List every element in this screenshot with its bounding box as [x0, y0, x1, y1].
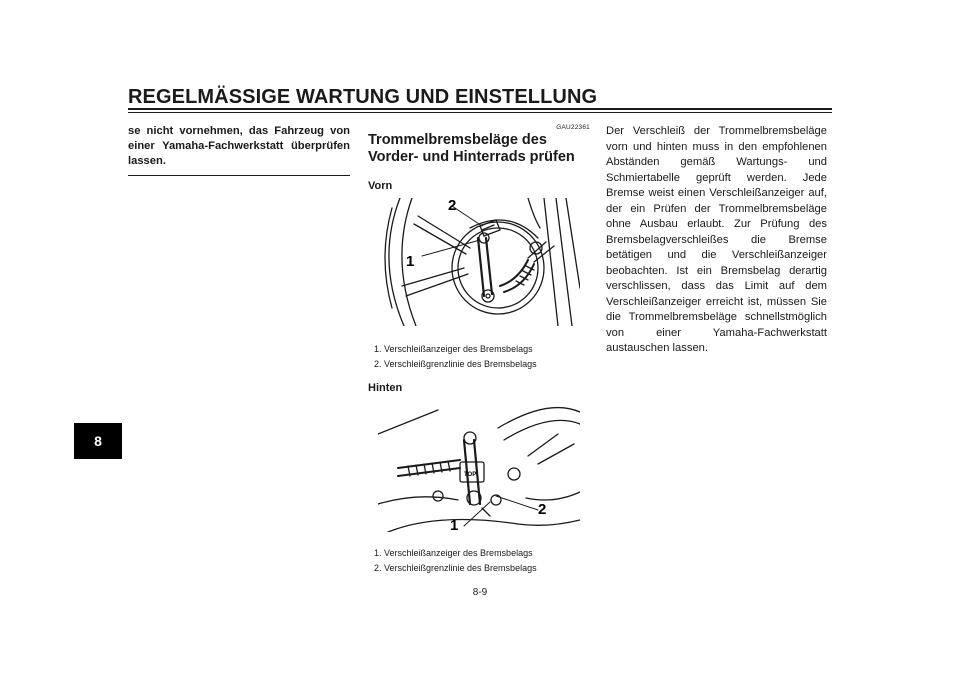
rear-callout-1: 1 — [450, 517, 459, 532]
rear-captions — [374, 546, 537, 576]
header-rule-thick — [128, 108, 832, 110]
column-middle — [368, 124, 590, 573]
front-callout-2: 2 — [448, 198, 457, 214]
section-code: GAU22361 — [556, 124, 590, 131]
front-callout-1: 1 — [406, 253, 415, 270]
front-caption-1: 1. Verschleißanzeiger des Bremsbelags — [374, 344, 533, 354]
front-brake-figure — [378, 198, 580, 326]
front-label: Vorn — [368, 180, 393, 192]
rear-brake-figure — [378, 404, 580, 532]
rear-caption-1: 1. Verschleißanzeiger des Bremsbelags — [374, 548, 533, 558]
header-rule-thin — [128, 112, 832, 113]
page-title: REGELMÄSSIGE WARTUNG UND EINSTELLUNG — [128, 86, 598, 108]
body-paragraph: Der Verschleiß der Trommelbremsbeläge vorn und hinten muss in den empfohlenen Abständen gemäß Wartungs- und Schmiertabelle geprüft werden. Jede Bremse weist einen Verschleißanzeiger auf, der ein Prüfen der Trommelbremsbeläge ohne Ausbau erlaubt. Zur Prüfung des Bremsbelagverschleißes die Bremse betätigen und die Verschleißanzeiger beobachten. Ist ein Bremsbelag derartig verschlissen, dass das Limit auf dem Verschleißanzeiger erreicht ist, müssen Sie die Trommelbremsbeläge schnellstmöglich von einer Yamaha-Fachwerkstatt austauschen lassen. — [606, 125, 827, 354]
front-captions — [374, 342, 537, 372]
warning-continuation: se nicht vornehmen, das Fahrzeug von einer Yamaha-Fachwerkstatt überprüfen lassen. — [128, 124, 350, 176]
column-right — [606, 124, 827, 357]
rear-callout-2: 2 — [538, 501, 547, 518]
column-left — [128, 124, 350, 176]
front-caption-2: 2. Verschleißgrenzlinie des Bremsbelags — [374, 359, 537, 369]
rear-label: Hinten — [368, 382, 403, 394]
rear-caption-2: 2. Verschleißgrenzlinie des Bremsbelags — [374, 563, 537, 573]
chapter-tab[interactable]: 8 — [74, 423, 122, 459]
rear-top-marking: TOP — [464, 472, 477, 478]
page-number: 8-9 — [472, 587, 488, 598]
section-heading: Trommelbremsbeläge des Vorder- und Hinterrads prüfen — [368, 132, 575, 165]
